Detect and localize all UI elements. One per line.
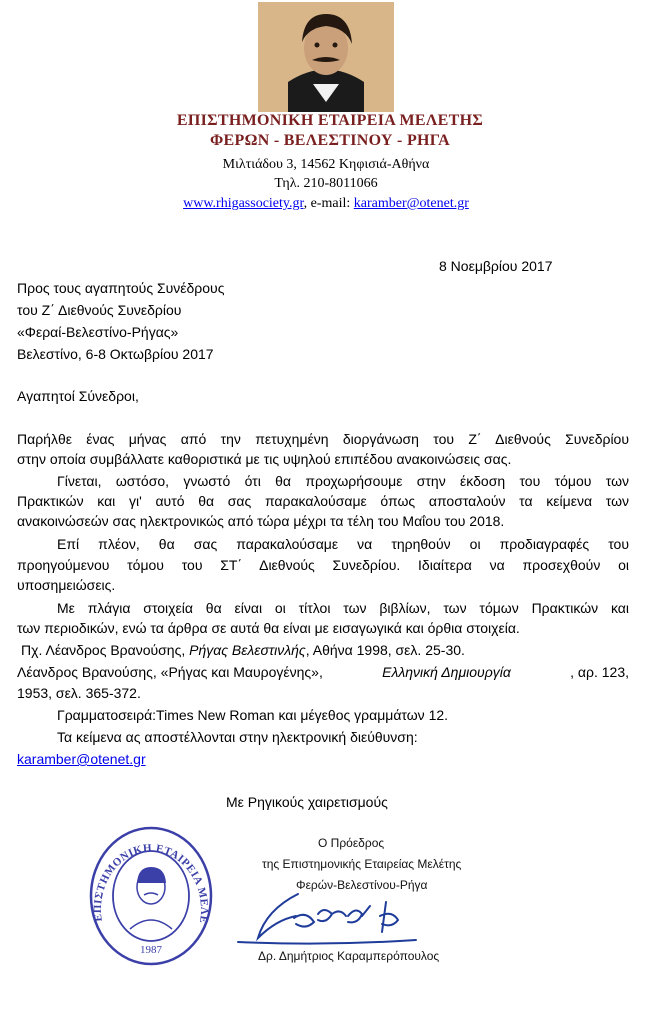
- body-p2-line3: ανακοινώσεών σας ηλεκτρονικώς από τώρα μέχρι τα τέλη του Μαΐου του 2018.: [17, 513, 505, 529]
- example-2-line1: [17, 662, 629, 682]
- signature-org-line1: της Επιστημονικής Εταιρείας Μελέτης: [262, 857, 462, 871]
- example-1-title: Ρήγας Βελεστινλής: [189, 642, 306, 658]
- body-p2-line1: Γίνεται, ωστόσο, γνωστό ότι θα προχωρήσουμε στην έκδοση του τόμου των: [57, 473, 629, 489]
- example-1-author: Πχ. Λέανδρος Βρανούσης,: [21, 642, 190, 658]
- body-p3-line1: Επί πλέον, θα σας παρακαλούσαμε να τηρηθούν οι προδιαγραφές του: [57, 536, 629, 552]
- website-link[interactable]: www.rhigassociety.gr: [183, 196, 304, 211]
- example-2-details: , αρ. 123,: [570, 664, 629, 680]
- recipient-line-3: «Φεραί-Βελεστίνο-Ρήγας»: [17, 324, 179, 340]
- send-instruction: Τα κείμενα ας αποστέλλονται στην ηλεκτρονική διεύθυνση:: [57, 729, 418, 745]
- example-1-details: , Αθήνα 1998, σελ. 25-30.: [305, 642, 465, 658]
- signature-title: Ο Πρόεδρος: [318, 836, 385, 850]
- example-1: [21, 640, 465, 660]
- example-2-line2: 1953, σελ. 365-372.: [17, 685, 141, 701]
- header-email-link[interactable]: karamber@otenet.gr: [353, 196, 469, 211]
- closing: Με Ρηγικούς χαιρετισμούς: [226, 794, 388, 810]
- body-p4-line2: των περιοδικών, ενώ τα άρθρα σε αυτά θα είναι με εισαγωγικά και όρθια στοιχεία.: [17, 620, 520, 636]
- body-email-link[interactable]: karamber@otenet.gr: [17, 751, 146, 767]
- signatory-name: Δρ. Δημήτριος Καραμπερόπουλος: [258, 949, 440, 963]
- salutation: Αγαπητοί Σύνεδροι,: [17, 388, 139, 404]
- recipient-line-1: Προς τους αγαπητούς Συνέδρους: [17, 280, 225, 296]
- recipient-line-2: του Ζ΄ Διεθνούς Συνεδρίου: [17, 302, 182, 318]
- contact-line: [120, 196, 532, 212]
- org-name-line2: ΦΕΡΩΝ - ΒΕΛΕΣΤΙΝΟΥ - ΡΗΓΑ: [209, 132, 451, 149]
- font-instruction: Γραμματοσειρά:Times New Roman και μέγεθος γραμμάτων 12.: [57, 707, 449, 723]
- address: Μιλτιάδου 3, 14562 Κηφισιά-Αθήνα: [222, 157, 430, 172]
- signature-org-line2: Φερών-Βελεστίνου-Ρήγα: [296, 878, 428, 892]
- handwritten-signature: [236, 880, 426, 952]
- example-2-author: Λέανδρος Βρανούσης, «Ρήγας και Μαυρογένης»,: [17, 664, 323, 680]
- body-p1-line2: στην οποία συμβάλλατε καθοριστικά με τις υψηλού επιπέδου ανακοινώσεις σας.: [17, 451, 512, 467]
- body-p3-line2: προηγούμενου τόμου του ΣΤ΄ Διεθνούς Συνεδρίου. Ιδιαίτερα να προσεχθούν οι: [17, 557, 629, 573]
- body-p1-line1: Παρήλθε ένας μήνας από την πετυχημένη διοργάνωση του Ζ΄ Διεθνούς Συνεδρίου: [17, 431, 629, 447]
- svg-text:1987: 1987: [140, 944, 162, 956]
- org-name-line1: ΕΠΙΣΤΗΜΟΝΙΚΗ ΕΤΑΙΡΕΙΑ ΜΕΛΕΤΗΣ: [176, 112, 484, 129]
- svg-text:ΕΠΙΣΤΗΜΟΝΙΚΗ ΕΤΑΙΡΕΙΑ ΜΕΛΕΤΗΣ: ΕΠΙΣΤΗΜΟΝΙΚΗ ΕΤΑΙΡΕΙΑ ΜΕΛΕ: [91, 842, 211, 925]
- email-label: , e-mail:: [303, 196, 354, 211]
- body-p4-line1: Με πλάγια στοιχεία θα είναι οι τίτλοι των βιβλίων, των τόμων Πρακτικών και: [57, 600, 629, 616]
- society-seal-stamp: [88, 825, 214, 967]
- body-p3-line3: υποσημειώσεις.: [17, 577, 116, 593]
- founder-portrait: [258, 2, 394, 112]
- letter-date: 8 Νοεμβρίου 2017: [439, 258, 553, 274]
- example-2-journal: Ελληνική Δημιουργία: [382, 664, 511, 680]
- phone: Τηλ. 210-8011066: [274, 176, 378, 191]
- recipient-line-4: Βελεστίνο, 6-8 Οκτωβρίου 2017: [17, 346, 214, 362]
- body-p2-line2: Πρακτικών και γι' αυτό θα σας παρακαλούσαμε όπως αποσταλούν τα κείμενα των: [17, 493, 629, 509]
